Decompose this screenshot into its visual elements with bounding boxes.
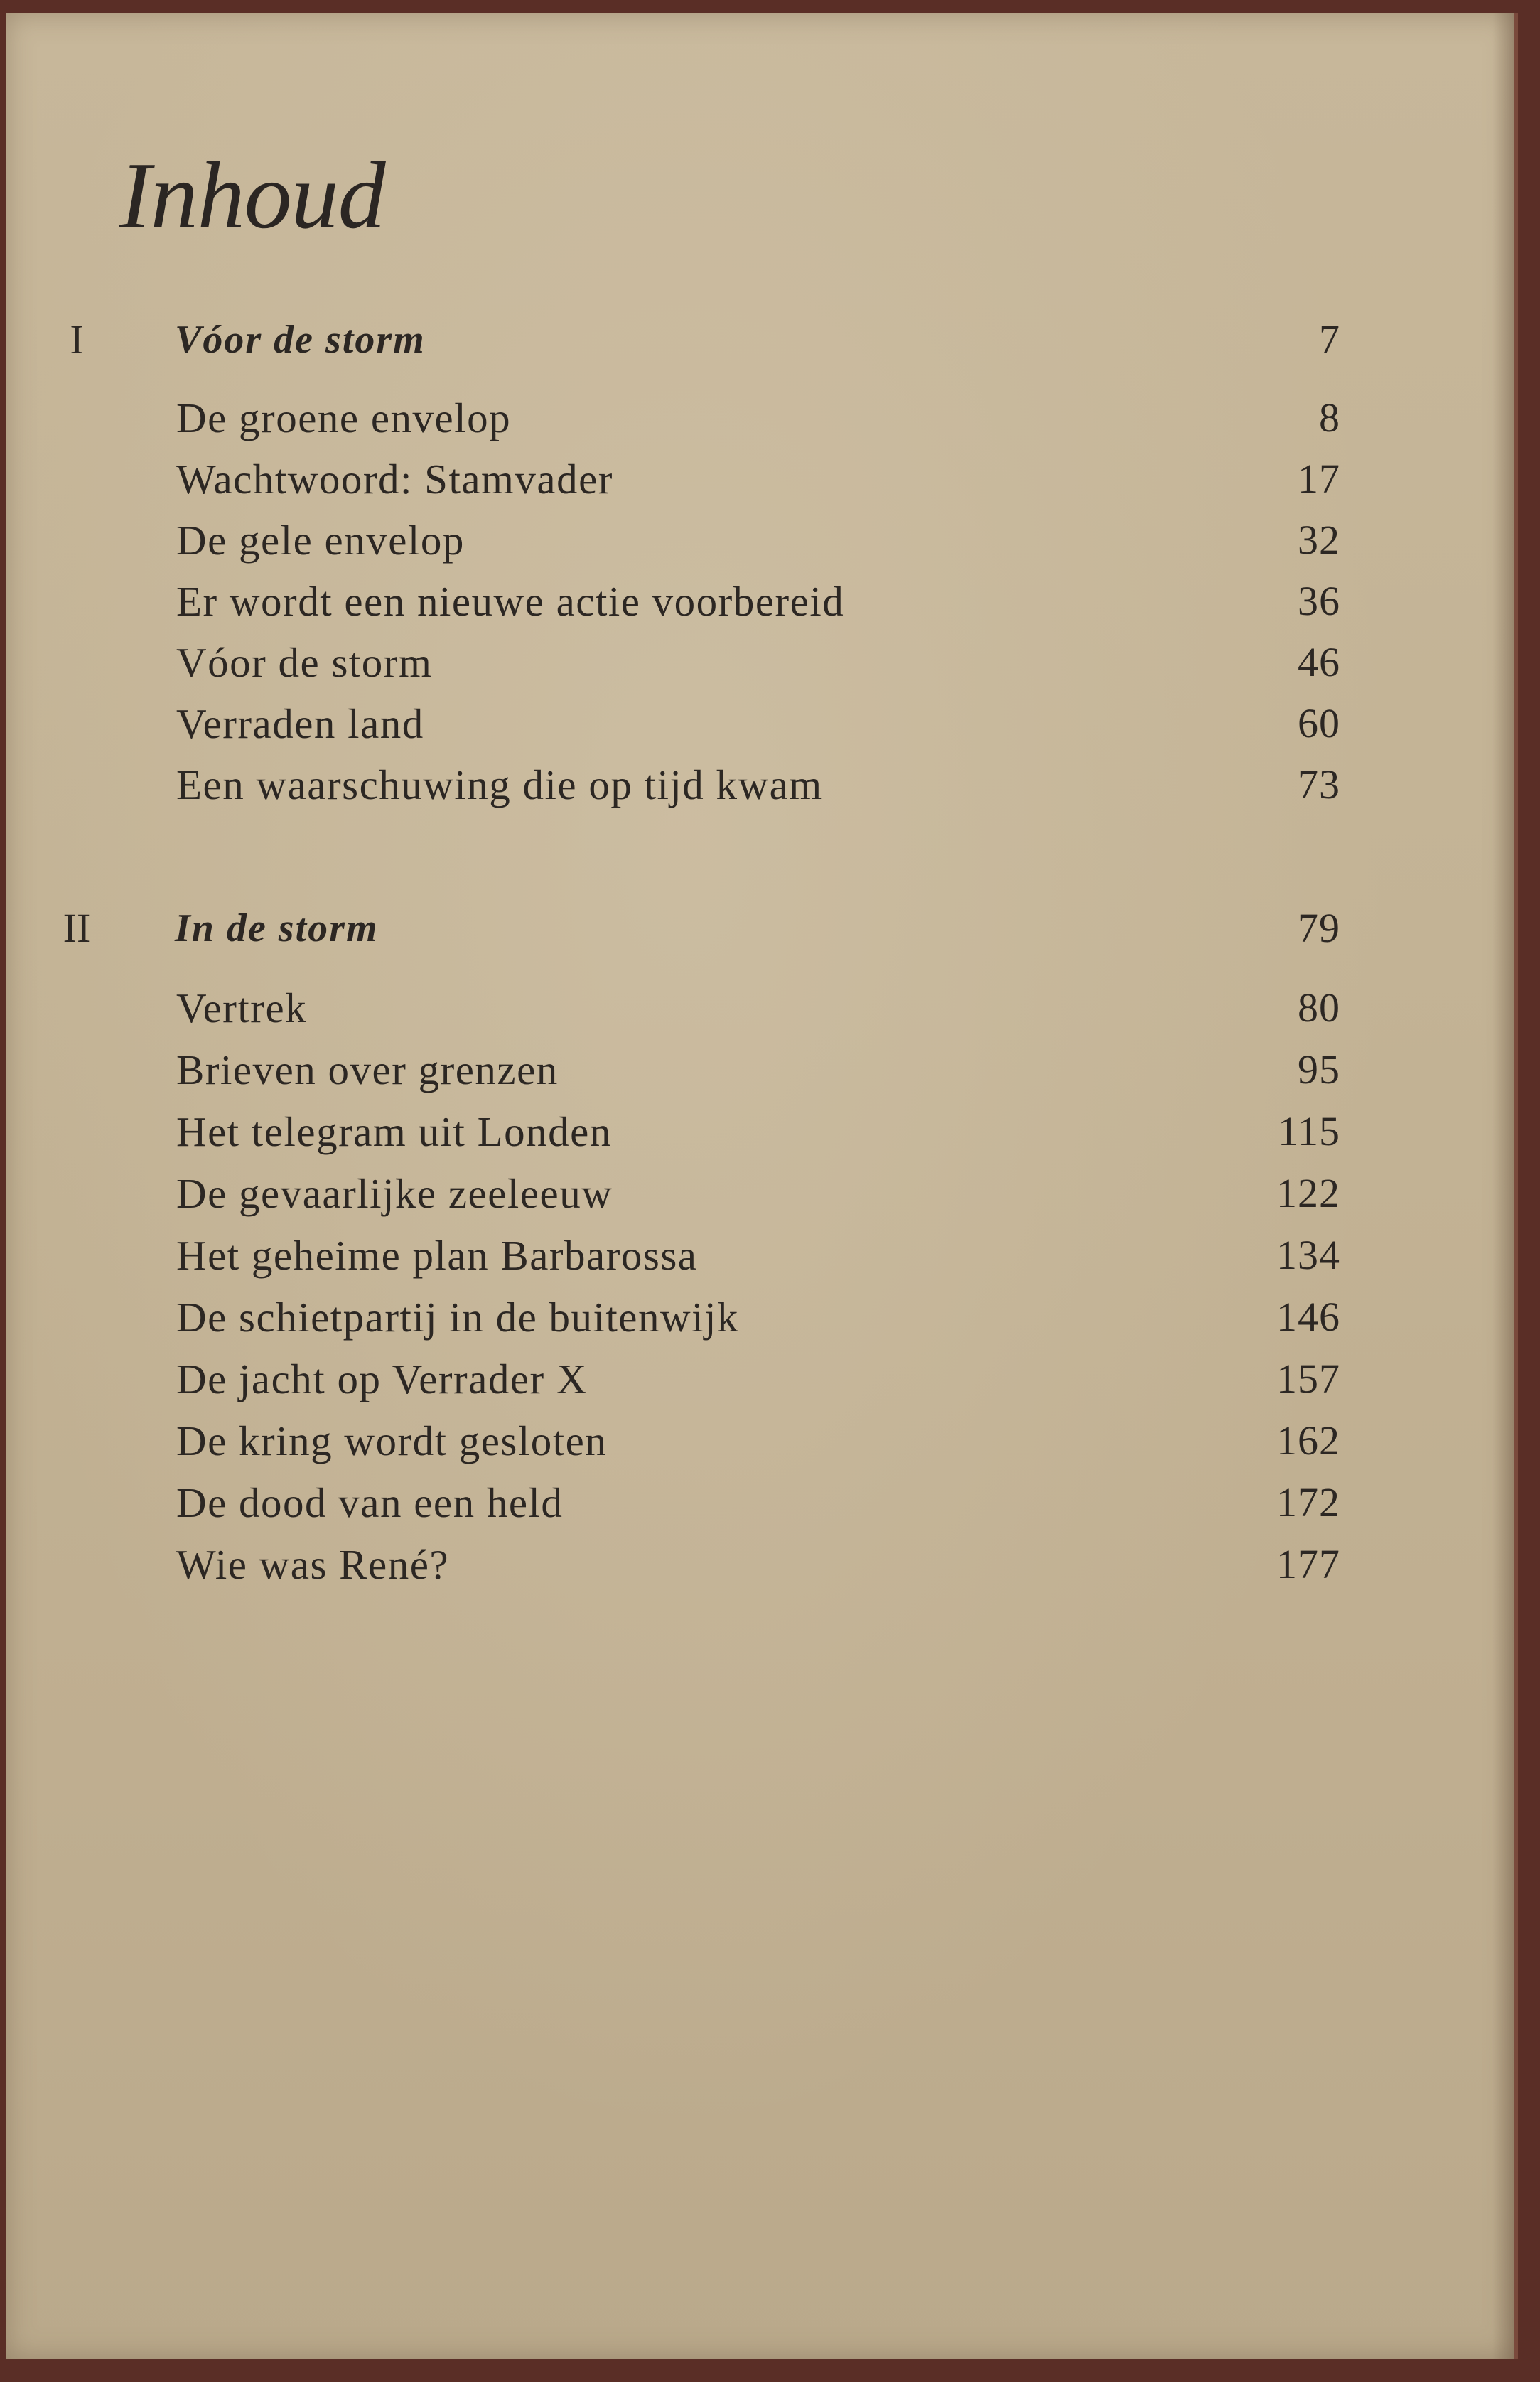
part-header-2	[6, 900, 1514, 957]
toc-entry	[6, 1165, 1514, 1222]
part-page-number: 79	[1298, 905, 1340, 951]
chapter-page-number: 32	[1298, 517, 1340, 563]
toc-entry	[6, 1289, 1514, 1346]
toc-entry	[6, 451, 1514, 508]
chapter-page-number: 172	[1276, 1479, 1340, 1525]
chapter-page-number: 17	[1298, 456, 1340, 502]
chapter-title: De dood van een held	[176, 1479, 564, 1526]
chapter-page-number: 146	[1276, 1294, 1340, 1340]
chapter-title: Er wordt een nieuwe actie voorbereid	[176, 578, 845, 625]
part-title: Vóor de storm	[175, 318, 426, 362]
toc-entry	[6, 1474, 1514, 1531]
chapter-title: Vertrek	[176, 985, 308, 1031]
chapter-page-number: 95	[1298, 1046, 1340, 1093]
toc-entry	[6, 1041, 1514, 1098]
book-page	[6, 13, 1518, 2359]
page-title: Inhoud	[119, 143, 385, 248]
chapter-title: Een waarschuwing die op tijd kwam	[176, 761, 823, 808]
chapter-title: De gevaarlijke zeeleeuw	[176, 1170, 613, 1217]
chapter-title: Verraden land	[176, 700, 424, 747]
chapter-title: Het geheime plan Barbarossa	[176, 1232, 698, 1279]
chapter-page-number: 177	[1276, 1541, 1340, 1587]
chapter-title: Brieven over grenzen	[176, 1046, 559, 1093]
part-number: II	[63, 905, 91, 951]
toc-entry	[6, 512, 1514, 569]
chapter-title: Wachtwoord: Stamvader	[176, 456, 613, 503]
chapter-page-number: 36	[1298, 578, 1340, 624]
chapter-page-number: 60	[1298, 700, 1340, 746]
chapter-page-number: 8	[1319, 395, 1340, 441]
toc-entry	[6, 634, 1514, 691]
toc-entry	[6, 1536, 1514, 1593]
chapter-title: De kring wordt gesloten	[176, 1417, 608, 1464]
chapter-page-number: 115	[1278, 1108, 1340, 1154]
part-header-1	[6, 311, 1514, 368]
chapter-title: Het telegram uit Londen	[176, 1108, 612, 1155]
chapter-page-number: 73	[1298, 761, 1340, 808]
toc-entry	[6, 980, 1514, 1036]
chapter-page-number: 162	[1276, 1417, 1340, 1464]
chapter-title: De groene envelop	[176, 395, 512, 441]
chapter-title: De gele envelop	[176, 517, 465, 564]
toc-entry	[6, 1227, 1514, 1284]
chapter-title: De schietpartij in de buitenwijk	[176, 1294, 739, 1341]
toc-entry	[6, 1103, 1514, 1160]
chapter-page-number: 157	[1276, 1356, 1340, 1402]
part-title: In de storm	[175, 906, 379, 950]
part-number: I	[70, 316, 84, 363]
chapter-title: De jacht op Verrader X	[176, 1356, 588, 1402]
toc-entry	[6, 1412, 1514, 1469]
chapter-title: Wie was René?	[176, 1541, 450, 1588]
toc-entry	[6, 695, 1514, 752]
chapter-page-number: 46	[1298, 639, 1340, 685]
part-page-number: 7	[1319, 316, 1340, 363]
chapter-page-number: 134	[1276, 1232, 1340, 1278]
chapter-title: Vóor de storm	[176, 639, 433, 686]
toc-entry	[6, 1351, 1514, 1407]
toc-entry	[6, 573, 1514, 630]
chapter-page-number: 122	[1276, 1170, 1340, 1216]
toc-entry	[6, 756, 1514, 813]
chapter-page-number: 80	[1298, 985, 1340, 1031]
toc-entry	[6, 390, 1514, 446]
